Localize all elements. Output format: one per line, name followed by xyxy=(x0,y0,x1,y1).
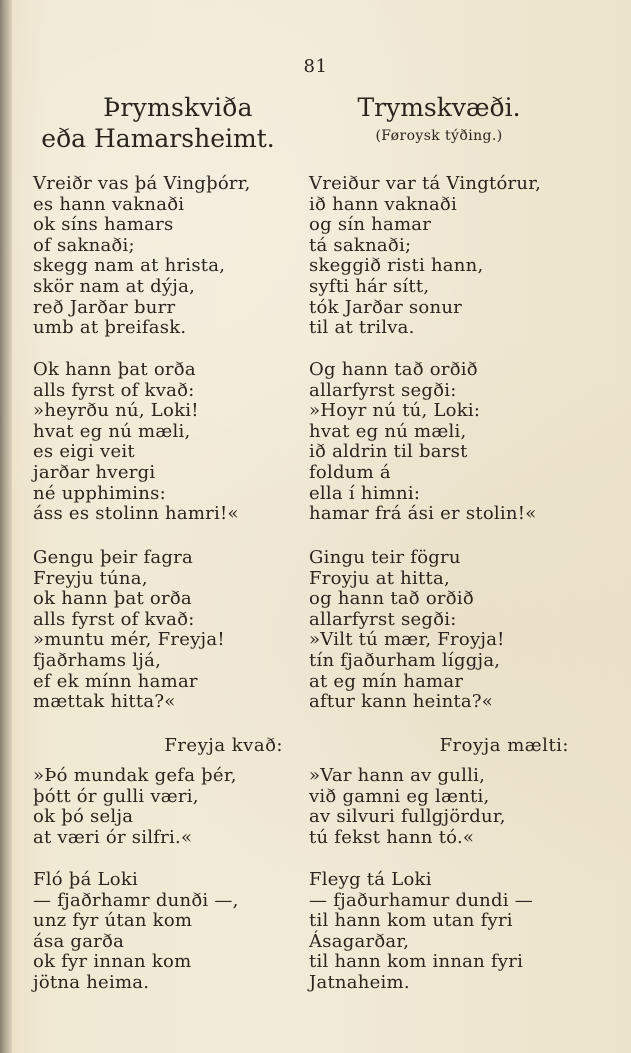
verse-line: ása garða xyxy=(33,930,125,952)
verse-line: hamar frá ási er stolin!« xyxy=(309,503,537,525)
verse-line: Freyju túna, xyxy=(33,567,148,589)
verse-line: fjaðrhams ljá, xyxy=(33,649,162,671)
right-speaker-heading: Froyja mælti: xyxy=(439,735,569,756)
right-column-faroese xyxy=(309,92,569,993)
verse-line: »Hoyr nú tú, Loki: xyxy=(309,400,481,422)
verse-line: við gamni eg lænti, xyxy=(309,785,490,807)
verse-line: þótt ór gulli væri, xyxy=(33,785,199,807)
verse-line: til hann kom utan fyri xyxy=(309,910,513,932)
verse-line: alls fyrst of kvað: xyxy=(33,379,195,401)
left-stanza-5 xyxy=(33,870,283,994)
verse-line: ok fyr innan kom xyxy=(33,951,192,973)
verse-line: og hann tað orðið xyxy=(309,588,474,610)
verse-line: syfti hár sítt, xyxy=(309,275,430,297)
verse-line: — fjaðurhamur dundi — xyxy=(309,889,534,911)
verse-line: til hann kom innan fyri xyxy=(309,951,524,973)
verse-line: foldum á xyxy=(309,461,391,483)
verse-line: tók Jarðar sonur xyxy=(309,296,463,318)
verse-line: Ok hann þat orða xyxy=(33,359,196,380)
verse-line: Vreiður var tá Vingtórur, xyxy=(309,173,542,194)
verse-line: Vreiðr vas þá Vingþórr, xyxy=(33,173,251,194)
verse-line: aftur kann heinta?« xyxy=(309,691,494,713)
right-stanza-4 xyxy=(309,766,569,848)
left-stanza-2 xyxy=(33,360,283,525)
verse-line: Gingu teir fögru xyxy=(309,547,461,568)
verse-line: »Var hann av gulli, xyxy=(309,765,486,786)
verse-line: »Vilt tú mær, Froyja! xyxy=(309,629,505,651)
verse-line: at væri ór silfri.« xyxy=(33,826,193,848)
verse-line: ið hann vaknaði xyxy=(309,193,458,215)
left-title-line-2: eða Hamarsheimt. xyxy=(41,124,275,153)
verse-line: skegg nam at hrista, xyxy=(33,255,226,277)
verse-line: av silvuri fullgjördur, xyxy=(309,806,506,828)
page-gutter xyxy=(0,0,12,1053)
verse-line: reð Jarðar burr xyxy=(33,296,176,318)
left-title-line-1: Þrymskviða xyxy=(103,93,253,122)
verse-line: ella í himni: xyxy=(309,482,421,504)
verse-line: ef ek mínn hamar xyxy=(33,670,198,692)
right-subtitle: (Føroysk týðing.) xyxy=(375,128,503,144)
verse-line: »muntu mér, Freyja! xyxy=(33,629,225,651)
verse-line: »heyrðu nú, Loki! xyxy=(33,400,199,422)
page-number: 81 xyxy=(303,56,328,77)
verse-line: tá saknaði; xyxy=(309,234,412,256)
verse-line: hvat eg nú mæli, xyxy=(33,420,191,442)
verse-line: Fló þá Loki xyxy=(33,869,138,890)
verse-line: allarfyrst segði: xyxy=(309,608,457,630)
right-stanza-1 xyxy=(309,174,569,339)
verse-line: hvat eg nú mæli, xyxy=(309,420,467,442)
verse-line: skeggið risti hann, xyxy=(309,255,484,277)
left-stanza-1 xyxy=(33,174,283,339)
right-stanza-5 xyxy=(309,870,569,994)
right-stanza-3 xyxy=(309,548,569,713)
verse-line: ið aldrin til barst xyxy=(309,441,468,463)
verse-line: ok þó selja xyxy=(33,806,134,828)
verse-line: es hann vaknaði xyxy=(33,193,185,215)
verse-line: ok hann þat orða xyxy=(33,588,192,610)
verse-line: at eg mín hamar xyxy=(309,670,464,692)
verse-line: Og hann tað orðið xyxy=(309,359,478,380)
verse-line: áss es stolinn hamri!« xyxy=(33,503,239,525)
verse-line: til at trilva. xyxy=(309,317,415,339)
verse-line: mættak hitta?« xyxy=(33,691,176,713)
verse-line: Froyju at hitta, xyxy=(309,567,450,589)
verse-line: es eigi veit xyxy=(33,441,135,463)
left-column-old-norse xyxy=(33,92,283,993)
right-stanza-2 xyxy=(309,360,569,525)
verse-line: — fjaðrhamr dunði —, xyxy=(33,889,239,911)
right-title: Trymskvæði. xyxy=(357,93,521,122)
verse-line: »Þó mundak gefa þér, xyxy=(33,765,237,786)
verse-line: tú fekst hann tó.« xyxy=(309,826,475,848)
verse-line: Gengu þeir fagra xyxy=(33,547,193,568)
left-speaker-heading: Freyja kvað: xyxy=(164,735,283,756)
verse-line: jötna heima. xyxy=(33,971,150,993)
verse-line: ok síns hamars xyxy=(33,214,174,236)
verse-line: umb at þreifask. xyxy=(33,317,187,339)
verse-line: og sín hamar xyxy=(309,214,432,236)
verse-line: allarfyrst segði: xyxy=(309,379,457,401)
verse-line: skör nam at dýja, xyxy=(33,275,196,297)
verse-line: of saknaði; xyxy=(33,234,135,256)
verse-line: né upphimins: xyxy=(33,482,166,504)
verse-line: tín fjaðurham líggja, xyxy=(309,649,501,671)
verse-line: Ásagarðar, xyxy=(309,930,410,952)
left-stanza-4 xyxy=(33,766,283,848)
verse-line: unz fyr útan kom xyxy=(33,910,193,932)
verse-line: jarðar hvergi xyxy=(33,461,156,483)
verse-line: Fleyg tá Loki xyxy=(309,869,432,890)
verse-line: alls fyrst of kvað: xyxy=(33,608,195,630)
verse-line: Jatnaheim. xyxy=(309,971,410,993)
left-stanza-3 xyxy=(33,548,283,713)
